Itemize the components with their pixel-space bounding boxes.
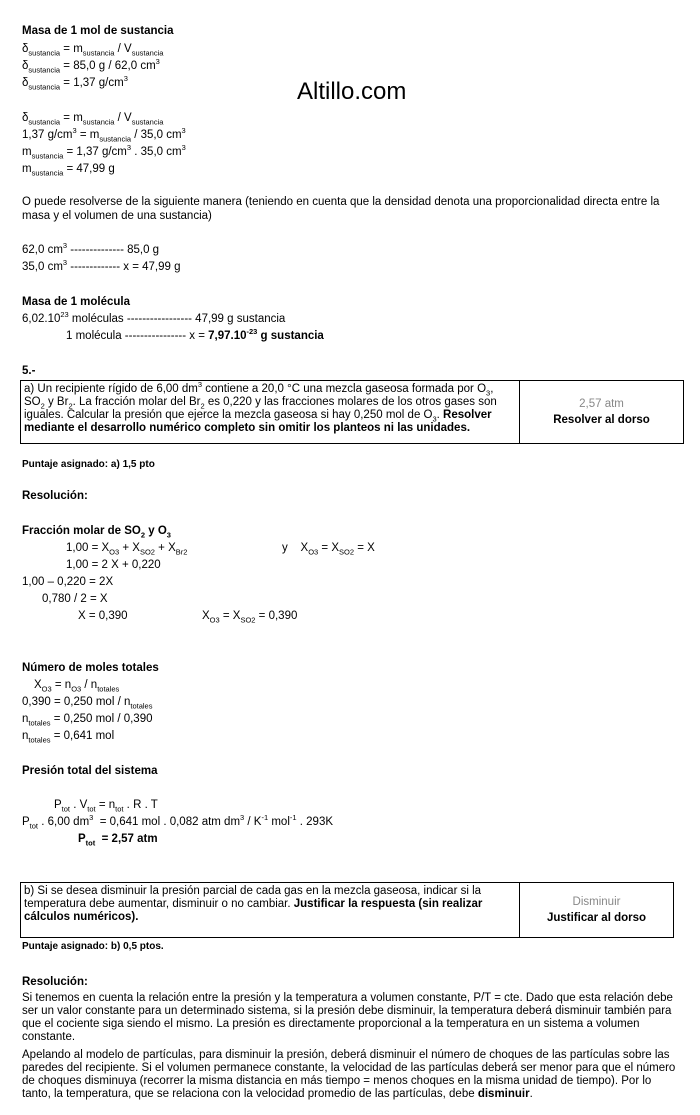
- alt-method-text: O puede resolverse de la siguiente manera (teniendo en cuenta que la densidad denota una proporcionalidad directa entre la masa y el volumen de una sustancia): [22, 196, 660, 222]
- presion-heading: Presión total del sistema: [22, 765, 158, 777]
- altillo-logo: Altillo.com: [297, 78, 407, 105]
- eq-densidad-3: $\delta_{sustancia} = 1,37$ $g/cm^3$: [22, 74, 128, 92]
- question-a-box: [20, 380, 684, 444]
- fraccion-eq-2: 1,00 = 2 X + 0,220: [66, 559, 161, 571]
- fraccion-eq-3: 1,00 – 0,220 = 2X: [22, 576, 114, 588]
- eq-densidad-7: $m_{sustancia} = 47,99$ g: [22, 163, 115, 178]
- question-b-instruction: Justificar al dorso: [546, 911, 647, 924]
- question-b-answer-cell: [519, 883, 673, 937]
- moles-eq-3: $n_{totales} = 0,250$ mol / 0,390: [22, 713, 153, 728]
- eq-densidad-2: $\delta_{sustancia} = 85,0$ g / 62,0 $cm^3$: [22, 57, 160, 75]
- moles-eq-2: 0,390 = 0,250 mol / $n_{totales}$: [22, 696, 153, 711]
- molecula-line-2: 1 molécula ---------------- $x = 7,97.10^{-23}$ g sustancia: [66, 327, 324, 342]
- resolucion-b-par-2-text: Apelando al modelo de partículas, para disminuir la presión, deberá disminuir el número de choques de las partículas sobre las paredes del recipiente. Si el volumen permanece constante, la velocidad de las partículas deberá ser menor para que el número de choques disminuya (recorrer la misma distancia en más tiempo = menos choques en la misma unidad de tiempo). Por lo tanto, la temperatura, que se relaciona con la velocidad promedio de las partículas, debe: [22, 1049, 676, 1100]
- question-a-answer: 2,57 atm: [579, 397, 624, 410]
- resolucion-b-par-1: Si tenemos en cuenta la relación entre la presión y la temperatura a volumen constante, P/T = cte. Dado que esta relación debe ser un valor constante para un determinado sistema, si la presión debe disminuir, la temperatura deberá disminuir también para que el cociente siga siendo el mismo. La presión es directamente proporcional a la temperatura en un sistema a volumen constante.: [22, 992, 673, 1043]
- fraccion-eq-4: 0,780 / 2 = X: [42, 593, 108, 605]
- fraccion-heading: Fracción molar de $SO_2$ y $O_3$: [22, 525, 171, 540]
- question-b-bold: Justificar la respuesta (sin realizar cálculos numéricos).: [24, 898, 483, 923]
- question-b-box: [20, 882, 674, 938]
- moles-eq-1: $X_{O3} = n_{O3} / n_{totales}$: [34, 679, 120, 694]
- question-number: 5.-: [22, 365, 36, 377]
- question-a-answer-cell: [519, 381, 683, 443]
- moles-heading: Número de moles totales: [22, 662, 159, 674]
- resolucion-a-heading: Resolución:: [22, 490, 88, 502]
- question-a-text: a) Un recipiente rígido de 6,00 $dm^3$ contiene a 20,0 °C una mezcla gaseosa formada por $O_3$, $SO_2$ y $Br_2$. La fracción molar del $Br_2$ es 0,220 y las fracciones molares de los otros gases son iguales. Calcular la presión que ejerce la mezcla gaseosa si hay 0,250 mol de $O_3$. Resolver mediante el desarrollo numérico completo sin omitir los planteos ni las unidades.: [24, 380, 497, 434]
- presion-eq-1: $P_{tot}$ . $V_{tot} = n_{tot}$ . R . T: [54, 799, 158, 814]
- question-b-text: [21, 883, 519, 937]
- fraccion-eq-1b: y $X_{O3} = X_{SO2} = X$: [282, 542, 375, 557]
- question-b-answer: Disminuir: [572, 895, 621, 908]
- resolucion-b-par-2-bold: disminuir: [477, 1088, 530, 1100]
- eq-densidad-1: $\delta_{sustancia} = m_{sustancia} / V_{sustancia}$: [22, 43, 164, 58]
- presion-eq-3: $P_{tot} = 2,57$ atm: [78, 833, 158, 848]
- question-a-instruction: Resolver al dorso: [553, 413, 650, 426]
- prop-line-2: 35,0 $cm^3$ ------------- x = 47,99 g: [22, 258, 181, 273]
- eq-densidad-5: 1,37 $g/cm^3 = m_{sustancia} / 35,0$ $cm^3$: [22, 126, 186, 144]
- eq-densidad-4: $\delta_{sustancia} = m_{sustancia} / V_{sustancia}$: [22, 112, 164, 127]
- fraccion-eq-5: X = 0,390: [78, 610, 128, 622]
- moles-eq-4: $n_{totales} = 0,641$ mol: [22, 730, 115, 745]
- eq-densidad-6: $m_{sustancia} = 1,37$ $g/cm^3$ . 35,0 $cm^3$: [22, 143, 186, 161]
- presion-eq-2: $P_{tot}$ . 6,00 $dm^3 = 0,641$ mol . 0,082 atm $dm^3 / K^{-1}$ mol$^{-1}$ . 293K: [22, 813, 334, 831]
- fraccion-eq-5b: $X_{O3} = X_{SO2} = 0,390$: [202, 610, 298, 625]
- resolucion-b-heading: Resolución:: [22, 976, 88, 988]
- fraccion-eq-1: $1,00 = X_{O3} + X_{SO2} + X_{Br2}$: [66, 542, 188, 557]
- resolucion-b-par-2: Apelando al modelo de partículas, para disminuir la presión, deberá disminuir el número de choques de las partículas sobre las paredes del recipiente. Si el volumen permanece constante, la velocidad de las partículas deberá ser menor para que el número de choques disminuya (recorrer la misma distancia en más tiempo = menos choques en la misma unidad de tiempo). Por lo tanto, la temperatura, que se relaciona con la velocidad promedio de las partículas, debe disminuir.: [22, 1049, 676, 1100]
- question-a-score: Puntaje asignado: a) 1,5 pto: [22, 459, 155, 470]
- question-b-score: Puntaje asignado: b) 0,5 ptos.: [22, 941, 164, 952]
- question-b-plain: b) Si se desea disminuir la presión parcial de cada gas en la mezcla gaseosa, indicar si la temperatura debe aumentar, disminuir o no cambiar.: [24, 885, 482, 910]
- masa-mol-heading: Masa de 1 mol de sustancia: [22, 25, 174, 37]
- question-a-bold: Resolver mediante el desarrollo numérico completo sin omitir los planteos ni las unidades.: [24, 409, 492, 434]
- molecula-heading: Masa de 1 molécula: [22, 296, 131, 308]
- prop-line-1: 62,0 $cm^3$ -------------- 85,0 g: [22, 241, 160, 256]
- molecula-line-1: 6,02.10$^{23}$ moléculas ----------------- 47,99 g sustancia: [22, 310, 286, 325]
